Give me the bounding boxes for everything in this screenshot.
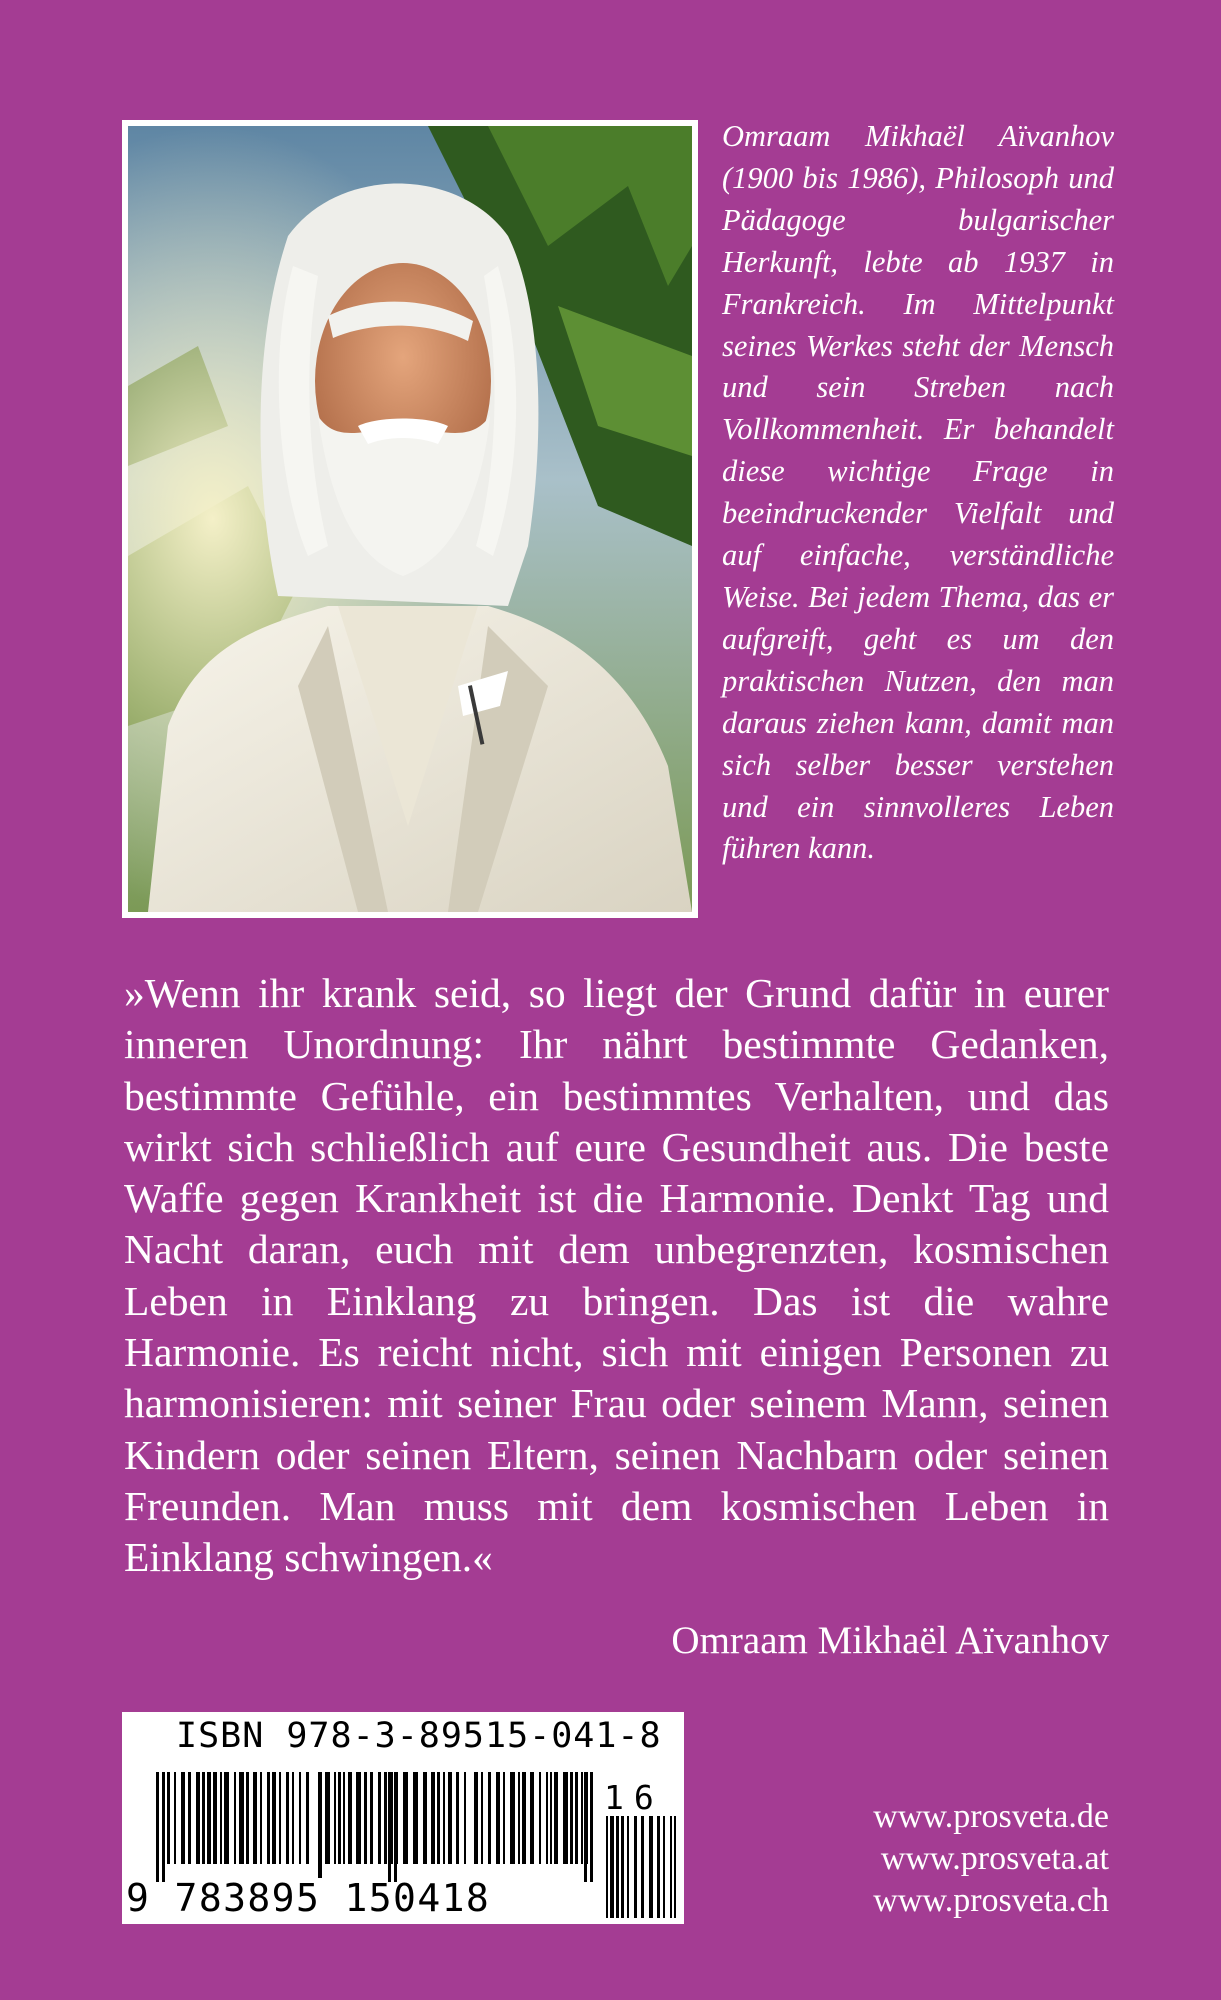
- barcode-bar: [496, 1772, 500, 1864]
- author-quote: »Wenn ihr krank seid, so liegt der Grund dafür in eurer inneren Unordnung: Ihr nährt bestimmte Gedanken, bestimmte Gefühle, ein bestimmtes Verhalten, und das wirkt sich schließlich auf eure Gesundheit aus. Die beste Waffe gegen Krankheit ist die Harmonie. Denkt Tag und Nacht daran, euch mit dem unbegrenzten, kosmischen Leben in Einklang zu bringen. Das ist die wahre Harmonie. Es reicht nicht, sich mit einigen Personen zu harmonisieren: mit seiner Frau oder seinem Mann, seinen Kindern oder seinen Eltern, seinen Nachbarn oder seinen Freunden. Man muss mit dem kosmischen Leben in Einklang schwingen.«: [124, 970, 1109, 1581]
- barcode-bar: [325, 1772, 330, 1864]
- isbn-number: ISBN 978-3-89515-041-8: [176, 1716, 662, 1756]
- barcode-bar: [384, 1772, 387, 1864]
- barcode-bar: [488, 1772, 491, 1864]
- barcode-guard-bar: [156, 1772, 159, 1882]
- barcode-bar: [563, 1772, 568, 1864]
- barcode-bar: [570, 1772, 573, 1864]
- barcode-bar: [224, 1772, 229, 1864]
- barcode-bar: [581, 1772, 583, 1864]
- barcode-bar: [318, 1772, 322, 1878]
- barcode-bar: [181, 1772, 185, 1864]
- barcode-guard-bar: [590, 1772, 593, 1882]
- barcode-bar: [292, 1772, 294, 1864]
- barcode-bar: [338, 1772, 341, 1864]
- barcode-bar: [663, 1816, 665, 1918]
- barcode-bar: [522, 1772, 526, 1864]
- author-photo-frame: [122, 120, 698, 918]
- barcode-bar: [403, 1772, 408, 1864]
- barcode-bar: [503, 1772, 505, 1864]
- isbn-barcode-box: [122, 1712, 684, 1924]
- barcode-bar: [253, 1772, 257, 1864]
- barcode-digits: 9 783895 150418: [126, 1876, 491, 1920]
- barcode-bar: [448, 1772, 452, 1864]
- barcode-bar: [670, 1816, 672, 1918]
- barcode-bar: [634, 1816, 637, 1918]
- barcode-bar: [343, 1772, 345, 1864]
- quote-author: Omraam Mikhaël Aïvanhov: [671, 1619, 1109, 1662]
- barcode-bar: [554, 1772, 558, 1864]
- barcode-bar: [196, 1772, 200, 1864]
- barcode-bar: [378, 1772, 381, 1864]
- barcode-bar: [610, 1816, 614, 1918]
- barcode-guard-bar: [394, 1772, 397, 1882]
- barcode-bar: [279, 1772, 281, 1864]
- barcode-bar: [464, 1772, 466, 1864]
- barcode-bar: [443, 1772, 445, 1864]
- barcode-bar: [260, 1772, 262, 1864]
- barcode-bar: [356, 1772, 361, 1864]
- barcode-bar: [174, 1772, 176, 1864]
- barcode-bar: [674, 1816, 676, 1918]
- barcode-bar: [334, 1772, 336, 1864]
- barcode-bar: [530, 1772, 534, 1864]
- website-link-ch[interactable]: www.prosveta.ch: [873, 1882, 1109, 1919]
- barcode-bar: [474, 1772, 478, 1864]
- website-link-de[interactable]: www.prosveta.de: [873, 1798, 1109, 1835]
- barcode-bar: [546, 1772, 548, 1864]
- barcode-bar: [575, 1772, 578, 1864]
- author-photo: [128, 126, 692, 912]
- author-portrait: [128, 126, 692, 912]
- barcode-guard-bar: [388, 1772, 391, 1882]
- barcode-bar: [202, 1772, 205, 1864]
- barcode-bar: [616, 1816, 619, 1918]
- barcode-bar: [188, 1772, 191, 1864]
- barcode-bar: [213, 1772, 217, 1864]
- barcode-bar: [234, 1772, 236, 1864]
- barcode-bar: [364, 1772, 367, 1864]
- barcode-bar: [267, 1772, 270, 1864]
- barcode-bar: [286, 1772, 289, 1864]
- barcode-guard-bar: [162, 1772, 165, 1882]
- barcode-bar: [657, 1816, 660, 1918]
- barcode-bar: [423, 1772, 427, 1864]
- barcode-bar: [550, 1772, 552, 1864]
- barcode-bar: [456, 1772, 459, 1864]
- website-link-at[interactable]: www.prosveta.at: [880, 1840, 1109, 1877]
- barcode-bar: [481, 1772, 483, 1864]
- barcode-guard-bar: [584, 1772, 587, 1882]
- barcode-bar: [272, 1772, 276, 1864]
- barcode-bar: [207, 1772, 211, 1864]
- barcode-bar: [627, 1816, 629, 1918]
- barcode-bar: [239, 1772, 244, 1864]
- barcode-bar: [621, 1816, 624, 1918]
- barcode-bar: [167, 1772, 170, 1864]
- barcode-bar: [299, 1772, 301, 1864]
- barcode-bar: [649, 1816, 653, 1918]
- barcode-bar: [370, 1772, 373, 1864]
- barcode-bar: [220, 1772, 222, 1864]
- barcode-addon-digits: 16: [604, 1778, 664, 1817]
- barcode-bar: [413, 1772, 418, 1864]
- barcode-bar: [606, 1816, 608, 1918]
- author-biography: Omraam Mikhaël Aïvanhov (1900 bis 1986), Philosoph und Pädagoge bulgarischer Herkunft, lebte ab 1937 in Frankreich. Im Mittelpunkt seines Werkes steht der Mensch und sein Streben nach Vollkommenheit. Er behandelt diese wichtige Frage in beeindruckender Vielfalt und auf einfache, verständliche Weise. Bei jedem Thema, das er aufgreift, geht es um den praktischen Nutzen, den man daraus ziehen kann, damit man sich selber besser verstehen und ein sinnvolleres Leben führen kann.: [722, 119, 1114, 866]
- barcode-bar: [539, 1772, 541, 1864]
- barcode-bar: [431, 1772, 435, 1864]
- barcode-bar: [348, 1772, 352, 1864]
- barcode-bar: [518, 1772, 520, 1864]
- website-list: [873, 1796, 1109, 1922]
- barcode-bar: [641, 1816, 644, 1918]
- barcode-bar: [510, 1772, 515, 1864]
- barcode-bar: [306, 1772, 309, 1864]
- barcode-bar: [246, 1772, 249, 1864]
- barcode-bar: [437, 1772, 440, 1864]
